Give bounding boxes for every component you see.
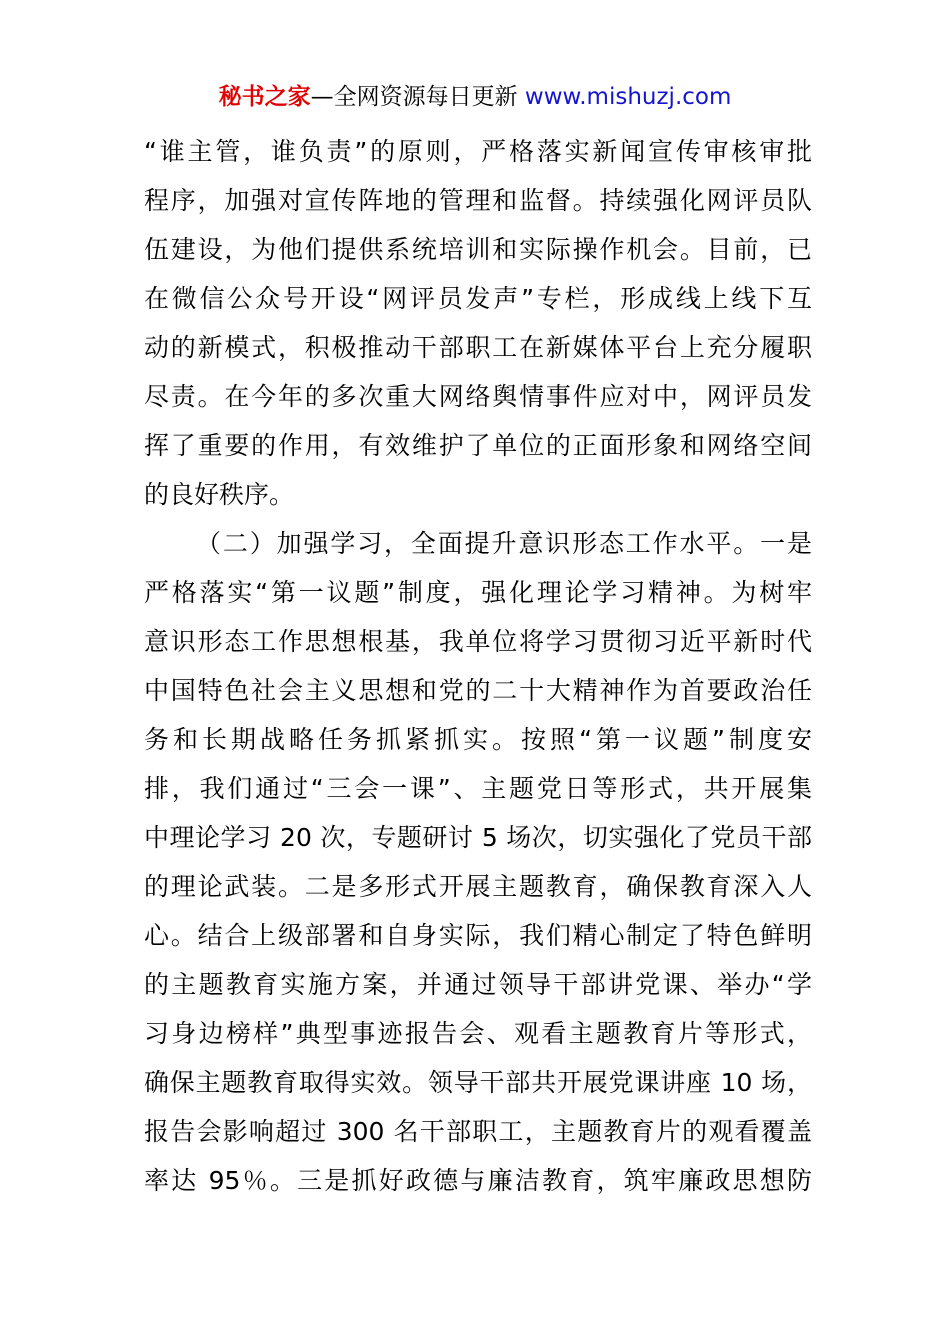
text-line: 程序，加强对宣传阵地的管理和监督。持续强化网评员队: [144, 186, 812, 215]
text-line: 动的新模式，积极推动干部职工在新媒体平台上充分履职: [144, 333, 812, 362]
paragraph: [144, 519, 812, 1205]
document-body: [144, 127, 812, 1205]
text-line: 习身边榜样”典型事迹报告会、观看主题教育片等形式，: [144, 1019, 812, 1048]
site-brand: 秘书之家: [218, 84, 311, 110]
text-line: 中理论学习 20 次，专题研讨 5 场次，切实强化了党员干部: [144, 823, 812, 852]
text-line: 确保主题教育取得实效。领导干部共开展党课讲座 10 场，: [144, 1068, 812, 1097]
text-line: 排，我们通过“三会一课”、主题党日等形式，共开展集: [144, 774, 812, 803]
text-line: 中国特色社会主义思想和党的二十大精神作为首要政治任: [144, 676, 812, 705]
text-line: 的良好秩序。: [144, 480, 295, 509]
text-line: “谁主管，谁负责”的原则，严格落实新闻宣传审核审批: [144, 137, 812, 166]
text-line: 的理论武装。二是多形式开展主题教育，确保教育深入人: [144, 872, 812, 901]
text-line: 伍建设，为他们提供系统培训和实际操作机会。目前，已: [144, 235, 812, 264]
text-line: 尽责。在今年的多次重大网络舆情事件应对中，网评员发: [144, 382, 812, 411]
text-line: 心。结合上级部署和自身实际，我们精心制定了特色鲜明: [144, 921, 812, 950]
text-line: 在微信公众号开设“网评员发声”专栏，形成线上线下互: [144, 284, 812, 313]
site-header: [0, 80, 950, 114]
site-url-link[interactable]: www.mishuzj.com: [524, 84, 732, 110]
text-line: 严格落实“第一议题”制度，强化理论学习精神。为树牢: [144, 578, 812, 607]
paragraph: [144, 127, 812, 519]
text-line: 挥了重要的作用，有效维护了单位的正面形象和网络空间: [144, 431, 812, 460]
text-line: 的主题教育实施方案，并通过领导干部讲党课、举办“学: [144, 970, 812, 999]
text-line: 报告会影响超过 300 名干部职工，主题教育片的观看覆盖: [144, 1117, 812, 1146]
text-line: 率达 95％。三是抓好政德与廉洁教育，筑牢廉政思想防: [144, 1166, 812, 1195]
text-line: 意识形态工作思想根基，我单位将学习贯彻习近平新时代: [144, 627, 812, 656]
text-line: 务和长期战略任务抓紧抓实。按照“第一议题”制度安: [144, 725, 812, 754]
site-tagline: —全网资源每日更新: [310, 84, 525, 110]
text-line: （二）加强学习，全面提升意识形态工作水平。一是: [196, 529, 812, 558]
